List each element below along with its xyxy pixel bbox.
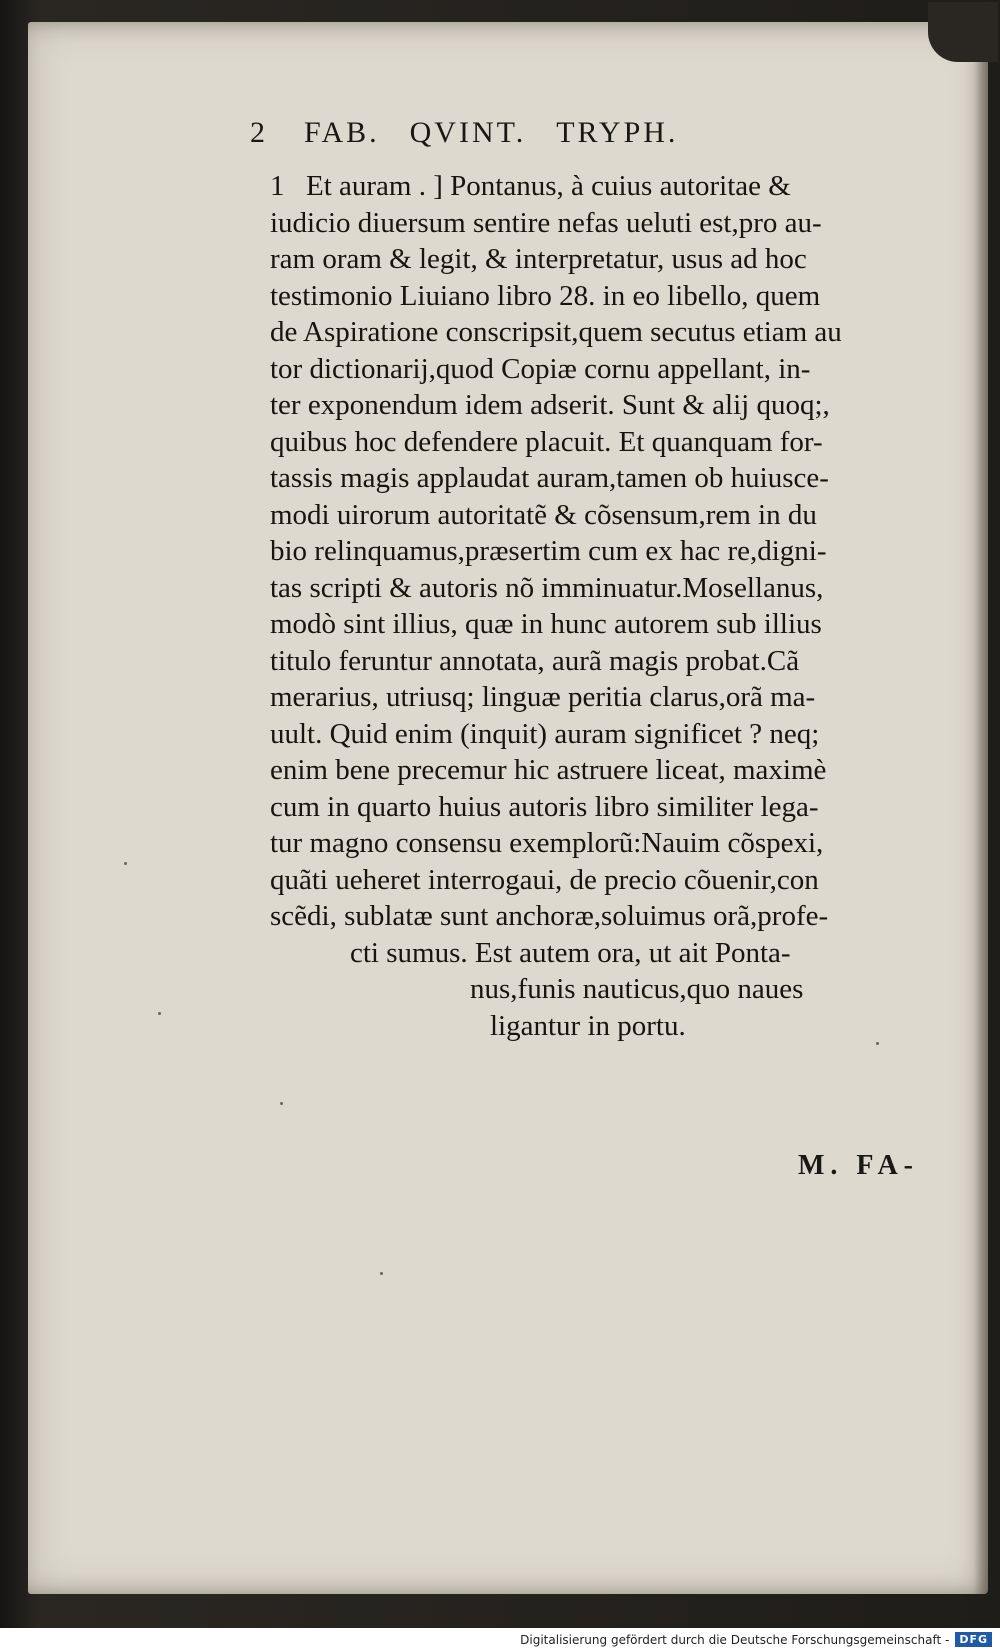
text-line: bio relinquamus,præsertim cum ex hac re,digni- [270,535,827,567]
note-number: 1 [270,170,285,202]
text-line: 1 Et auram . ] Pontanus, à cuius autoritae & [270,168,930,205]
page-number: 2 [250,116,268,149]
paper-speck [158,1012,161,1015]
text-line: tur magno consensu exemplorũ:Nauim cõspexi, [270,827,824,859]
text-line: tassis magis applaudat auram,tamen ob huiusce- [270,462,829,494]
catchword: M. FA- [798,1150,919,1181]
text-line: enim bene precemur hic astruere liceat, maximè [270,754,827,786]
text-line: uult. Quid enim (inquit) auram significet ? neq; [270,717,820,750]
text-line: de Aspiratione conscripsit,quem secutus etiam au [270,316,842,348]
text-line: cum in quarto huius autoris libro similiter lega- [270,790,819,823]
dfg-logo: DFG [955,1632,992,1647]
text-line: ligantur in portu. [490,1009,686,1042]
text-line: testimonio Liuiano libro 28. in eo libello, quem [270,279,821,312]
running-head [250,116,890,150]
text-line: quibus hoc defendere placuit. Et quanquam for- [270,425,823,458]
commentary-text [270,168,930,1044]
text-line: modi uirorum autoritatẽ & cõsensum,rem in du [270,498,817,531]
text-line: iudicio diuersum sentire nefas ueluti est,pro au- [270,206,822,239]
digitization-footer [0,1628,1000,1651]
text-line: ram oram & legit, & interpretatur, usus ad hoc [270,243,807,275]
funding-credit: Digitalisierung gefördert durch die Deutsche Forschungsgemeinschaft - [520,1632,950,1647]
text-line: scẽdi, sublatæ sunt anchoræ,soluimus orã,profe- [270,900,829,932]
text-line: titulo feruntur annotata, aurã magis probat.Cã [270,644,800,677]
text-line: merarius, utriusq; linguæ peritia clarus,orã ma- [270,681,816,713]
text-line: cti sumus. Est autem ora, ut ait Ponta- [350,936,791,969]
running-head-part: FAB. [304,116,380,149]
text-line: tas scripti & autoris nõ imminuatur.Mosellanus, [270,571,824,604]
running-head-part: TRYPH. [556,116,679,149]
paper-speck [280,1102,283,1105]
text-line: modò sint illius, quæ in hunc autorem sub illius [270,608,822,640]
paper-speck [124,862,127,865]
text-line: ter exponendum idem adserit. Sunt & alij quoq;, [270,389,830,421]
running-head-part: QVINT. [409,116,527,149]
text-line: tor dictionarij,quod Copiæ cornu appellant, in- [270,352,811,385]
text-line: nus,funis nauticus,quo naues [470,973,804,1005]
page-edge-shadow [974,22,988,1594]
page-corner-damage [928,2,998,62]
paper-speck [380,1272,383,1275]
text-line: quãti ueheret interrogaui, de precio cõuenir,con [270,863,819,896]
